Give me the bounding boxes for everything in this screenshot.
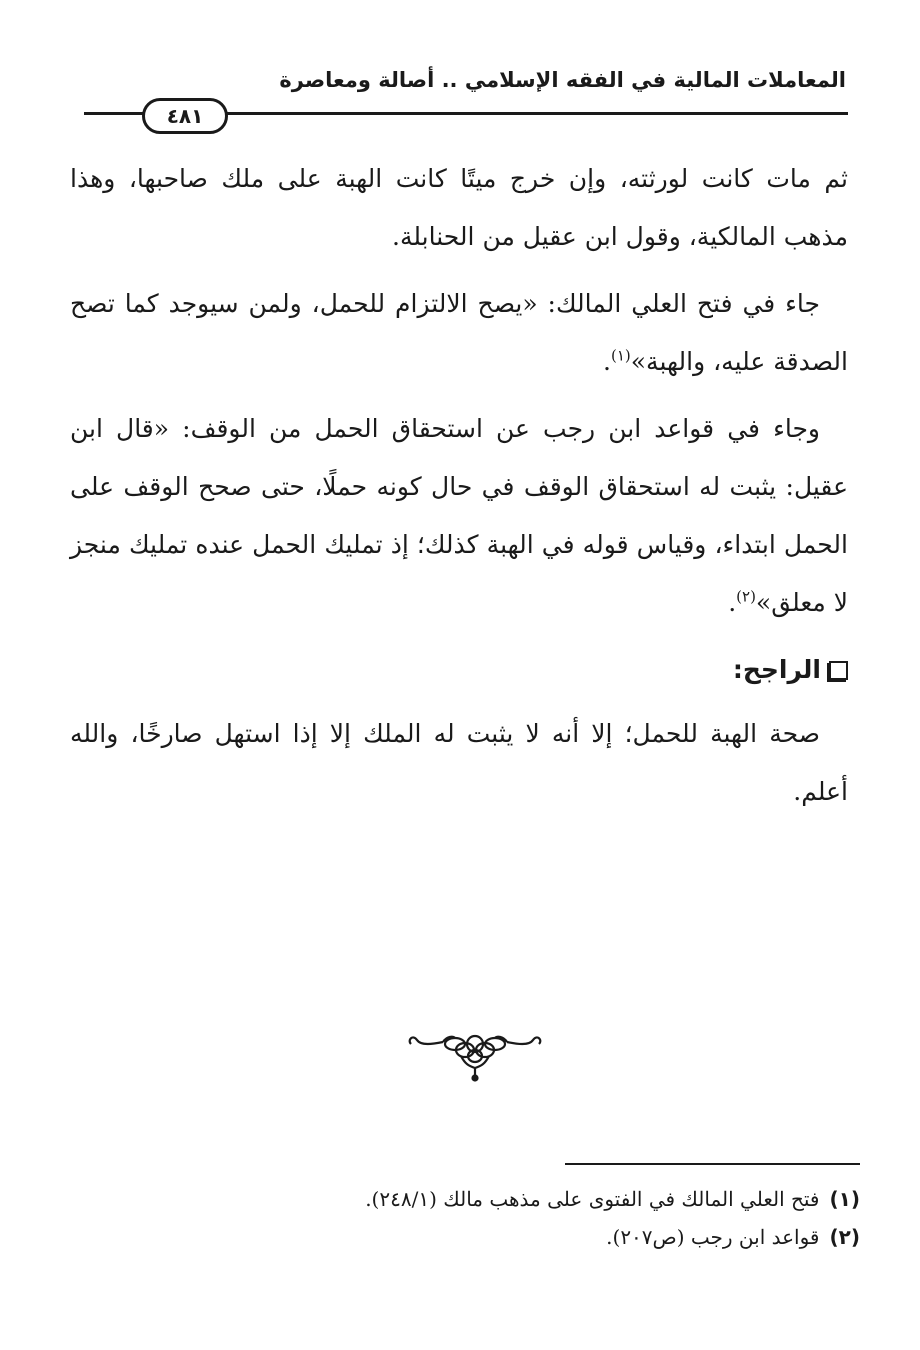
footnote-separator <box>565 1163 860 1165</box>
main-text <box>70 150 848 830</box>
paragraph-4: صحة الهبة للحمل؛ إلا أنه لا يثبت له الملك إلا إذا استهل صارخًا، والله أعلم. <box>70 719 848 806</box>
section-heading-text: الراجح: <box>732 655 821 684</box>
running-header-title: المعاملات المالية في الفقه الإسلامي .. أصالة ومعاصرة <box>279 68 846 92</box>
footnote-ref-1[interactable]: (١) <box>610 346 631 365</box>
page-number: ٤٨١ <box>142 98 228 134</box>
checkbox-icon <box>829 661 848 680</box>
footnotes <box>60 1180 860 1256</box>
footnote-2-text: قواعد ابن رجب (ص٢٠٧). <box>606 1225 820 1249</box>
paragraph-3-end: . <box>728 588 737 617</box>
paragraph-3-text: وجاء في قواعد ابن رجب عن استحقاق الحمل من الوقف: «قال ابن عقيل: يثبت له استحقاق الوقف في حال كونه حملًا، حتى صحح الوقف على الحمل ابتداء، وقياس قوله في الهبة كذلك؛ إذ تمليك الحمل عنده تمليك منجز لا معلق» <box>70 414 848 617</box>
footnote-ref-2[interactable]: (٢) <box>736 587 756 606</box>
footnote-1-number: (١) <box>829 1187 860 1211</box>
section-heading <box>70 641 848 699</box>
footnote-1-text: فتح العلي المالك في الفتوى على مذهب مالك (٢٤٨/١). <box>365 1187 820 1211</box>
footnote-2-number: (٢) <box>829 1225 860 1249</box>
ornament-icon <box>403 1030 547 1082</box>
paragraph-2 <box>70 275 848 391</box>
footnote-2 <box>60 1218 860 1256</box>
paragraph-1: ثم مات كانت لورثته، وإن خرج ميتًا كانت الهبة على ملك صاحبها، وهذا مذهب المالكية، وقول ابن عقيل من الحنابلة. <box>70 164 848 251</box>
paragraph-3 <box>70 400 848 632</box>
footnote-1 <box>60 1180 860 1218</box>
paragraph-2-end: . <box>603 347 611 376</box>
paragraph-2-text: جاء في فتح العلي المالك: «يصح الالتزام للحمل، ولمن سيوجد كما تصح الصدقة عليه، والهبة» <box>70 289 848 376</box>
